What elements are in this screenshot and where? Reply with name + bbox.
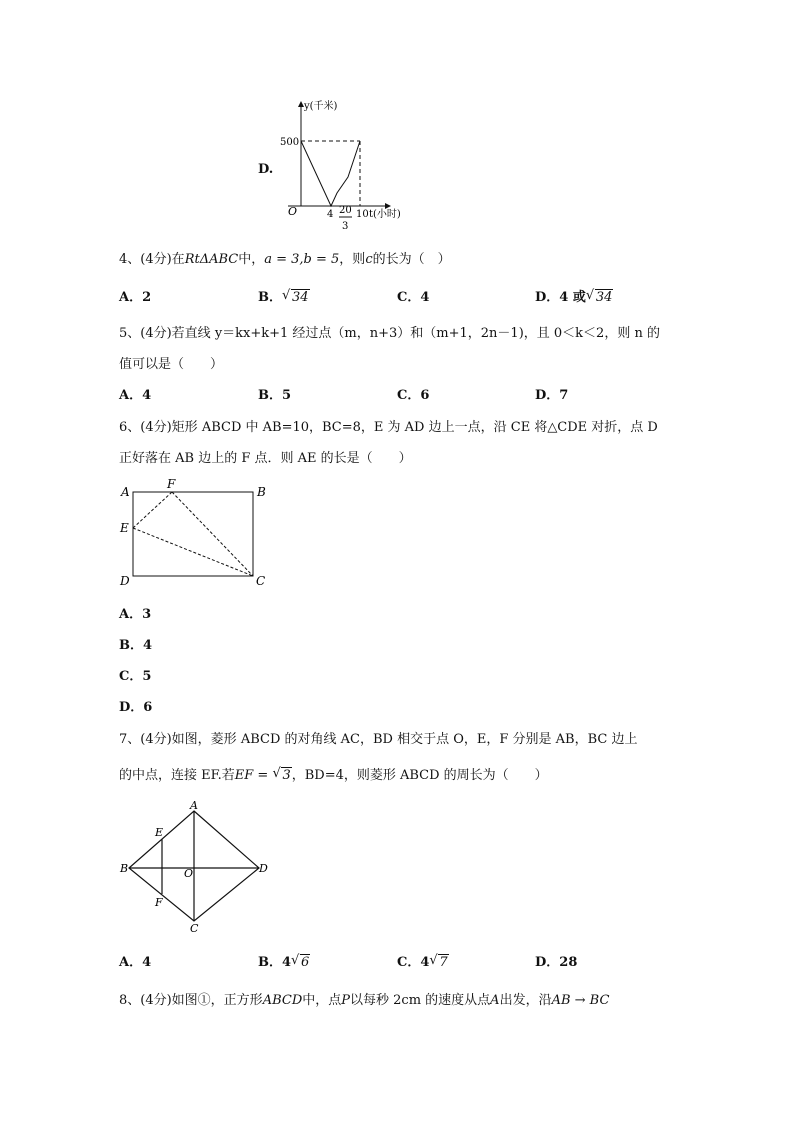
distance-curve: [301, 141, 360, 206]
label-e: E: [155, 826, 164, 839]
q7-option-b[interactable]: B．4 √ 6: [258, 953, 310, 970]
q7-stem-line1: 7、(4分)如图，菱形 ABCD 的对角线 AC，BD 相交于点 O，E，F 分别是 AB，BC 边上: [119, 732, 638, 747]
q3-option-d-label: D.: [258, 162, 274, 177]
label-b: B: [120, 862, 129, 875]
q4-option-c[interactable]: C．4: [397, 290, 430, 305]
label-d: D: [259, 862, 268, 875]
y-tick-500: 500: [280, 137, 300, 148]
q6-option-b[interactable]: B．4: [119, 638, 153, 653]
q6-option-c[interactable]: C．5: [119, 669, 152, 684]
q7-option-d[interactable]: D．28: [535, 955, 578, 970]
label-b: B: [257, 485, 266, 499]
q7-rhombus-figure: [118, 798, 278, 934]
q4-option-b[interactable]: B． √ 34: [258, 288, 309, 305]
q6-option-d[interactable]: D．6: [119, 700, 153, 715]
q7-stem-line2: 的中点，连接 EF.若EF = √ 3，BD=4，则菱形 ABCD 的周长为（ ）: [119, 766, 548, 783]
q4-option-d[interactable]: D．4 或 √ 34: [535, 288, 613, 305]
label-d: D: [120, 574, 130, 588]
q4-option-a[interactable]: A．2: [119, 290, 152, 305]
q6-option-a[interactable]: A．3: [119, 607, 152, 622]
label-c: C: [190, 922, 199, 934]
q6-rectangle-figure: [115, 476, 275, 590]
fold-ec: [133, 528, 253, 576]
q7-option-c[interactable]: C．4 √ 7: [397, 953, 448, 970]
x-axis-label: t(小时): [369, 209, 401, 220]
label-e: E: [120, 521, 129, 535]
x-tick-3: 3: [342, 221, 349, 232]
x-tick-4: 4: [327, 209, 334, 220]
label-a: A: [121, 485, 130, 499]
q4-stem: 4、(4分)在RtΔABC中，a = 3,b = 5，则c的长为（ ）: [119, 252, 451, 267]
q5-stem-line2: 值可以是（ ）: [119, 357, 224, 372]
q5-option-b[interactable]: B．5: [258, 388, 292, 403]
q8-stem-line1: 8、(4分)如图①，正方形ABCD中，点P以每秒 2cm 的速度从点A出发，沿AB → BC: [119, 993, 610, 1008]
origin-label: O: [288, 205, 298, 218]
x-tick-20: 20: [339, 205, 352, 216]
label-o: O: [184, 867, 194, 880]
q7-option-a[interactable]: A．4: [119, 955, 152, 970]
x-tick-10: 10: [356, 209, 369, 220]
label-f: F: [167, 477, 176, 491]
y-axis-label: y(千米): [304, 101, 338, 112]
label-f: F: [155, 896, 163, 909]
q6-stem-line1: 6、(4分)矩形 ABCD 中 AB=10，BC=8，E 为 AD 边上一点，沿 CE 将△CDE 对折，点 D: [119, 420, 658, 435]
q6-stem-line2: 正好落在 AB 边上的 F 点．则 AE 的长是（ ）: [119, 451, 412, 466]
q3-distance-time-graph: [280, 96, 420, 241]
label-a: A: [190, 799, 198, 812]
q5-option-a[interactable]: A．4: [119, 388, 152, 403]
q5-option-d[interactable]: D．7: [535, 388, 569, 403]
fold-ef: [133, 492, 172, 528]
q5-option-c[interactable]: C．6: [397, 388, 430, 403]
fold-fc: [172, 492, 253, 576]
q5-stem-line1: 5、(4分)若直线 y＝kx+k+1 经过点（m，n+3）和（m+1，2n－1)，且 0＜k＜2，则 n 的: [119, 326, 660, 341]
label-c: C: [256, 574, 266, 588]
rectangle-abcd: [133, 492, 253, 576]
